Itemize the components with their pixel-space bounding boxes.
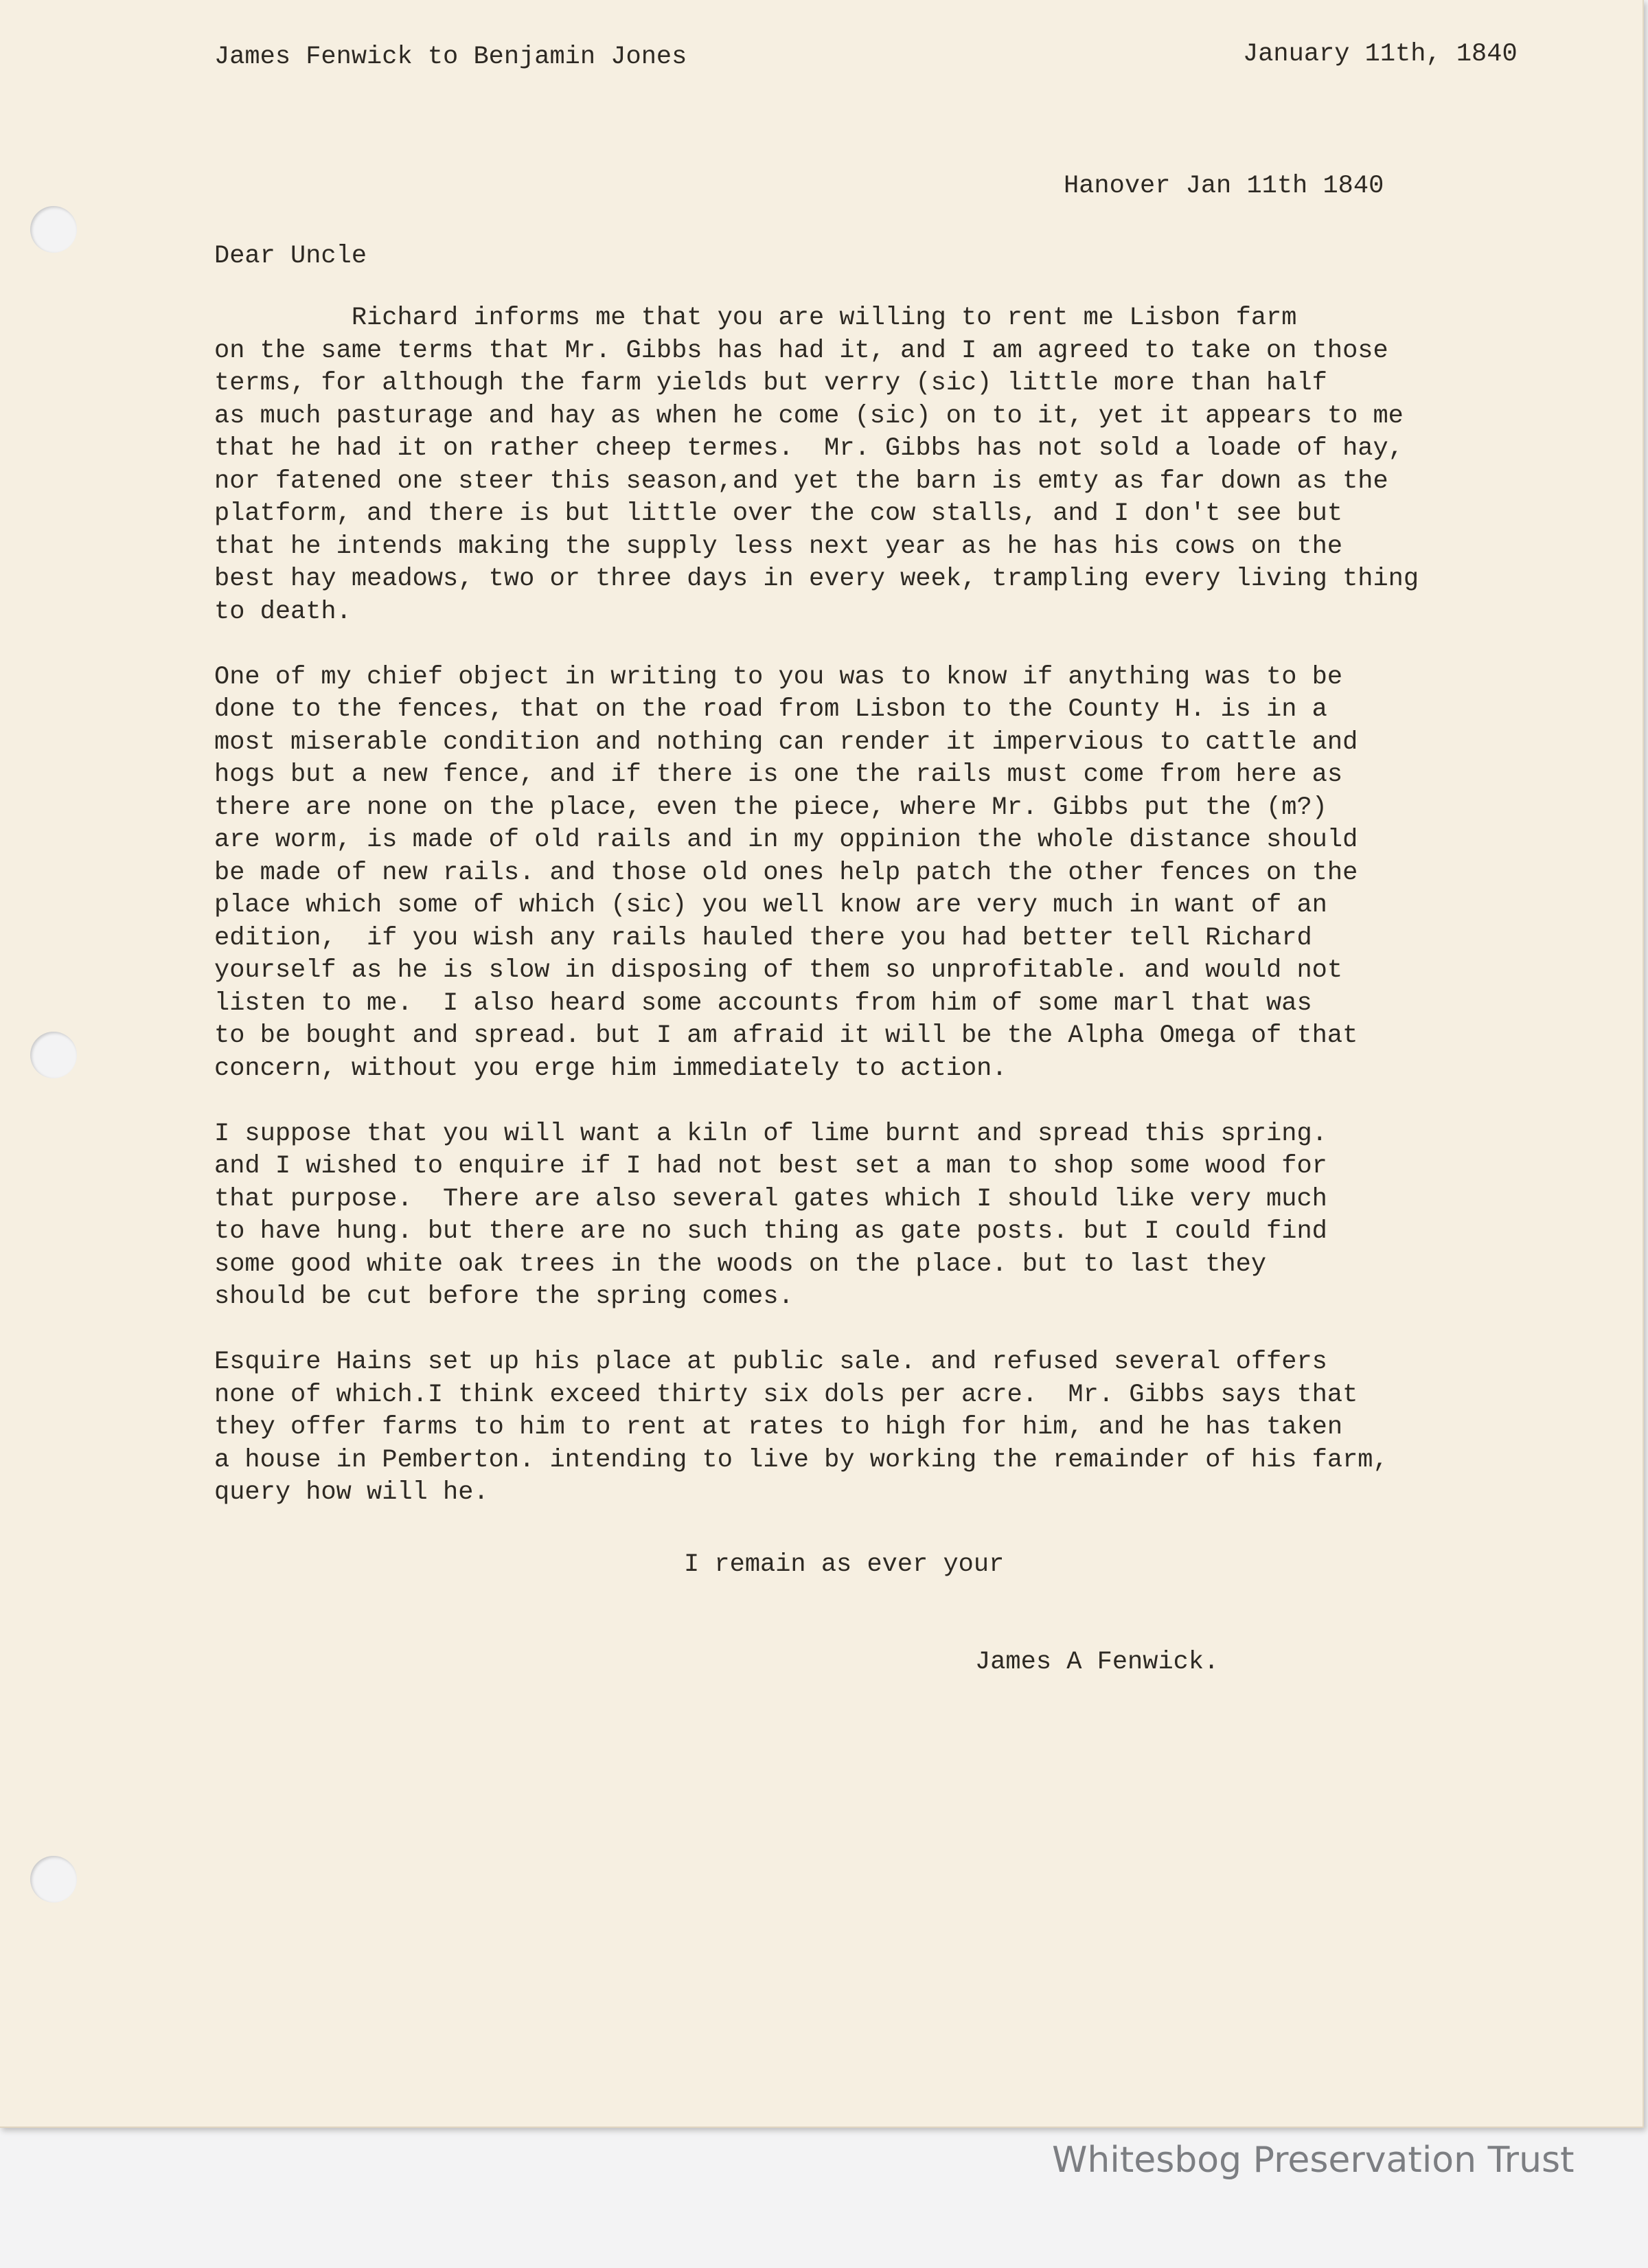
text-line: a house in Pemberton. intending to live by working the remainder of his farm, [214, 1445, 1388, 1475]
text-line: yourself as he is slow in disposing of them so unprofitable. and would not [214, 956, 1343, 985]
paragraph-2 [214, 661, 1519, 1086]
salutation: Dear Uncle [214, 242, 367, 271]
text-line: to have hung. but there are no such thing as gate posts. but I could find [214, 1217, 1327, 1246]
text-line: as much pasturage and hay as when he come (sic) on to it, yet it appears to me [214, 401, 1404, 431]
text-line: One of my chief object in writing to you was to know if anything was to be [214, 662, 1343, 692]
text-line: are worm, is made of old rails and in my oppinion the whole distance should [214, 826, 1358, 854]
place-date: Hanover Jan 11th 1840 [1064, 172, 1384, 201]
text-line: on the same terms that Mr. Gibbs has had it, and I am agreed to take on those [214, 336, 1388, 365]
punch-hole-middle [30, 1032, 77, 1078]
header-correspondents: James Fenwick to Benjamin Jones [214, 43, 687, 71]
text-line: and I wished to enquire if I had not best set a man to shop some wood for [214, 1152, 1327, 1181]
text-line: Richard informs me that you are willing to rent me Lisbon farm [214, 304, 1297, 332]
text-line: that he intends making the supply less next year as he has his cows on the [214, 532, 1343, 561]
text-line: done to the fences, that on the road from Lisbon to the County H. is in a [214, 695, 1327, 724]
text-line: edition, if you wish any rails hauled there you had better tell Richard [214, 923, 1312, 953]
paragraph-4 [214, 1346, 1519, 1510]
text-line: listen to me. I also heard some accounts from him of some marl that was [214, 988, 1312, 1018]
text-line: Esquire Hains set up his place at public sale. and refused several offers [214, 1348, 1327, 1376]
text-line: that he had it on rather cheep termes. Mr. Gibbs has not sold a loade of hay, [214, 434, 1404, 463]
paragraph-3 [214, 1118, 1519, 1314]
letter-body [214, 302, 1519, 1510]
text-line: most miserable condition and nothing can render it impervious to cattle and [214, 727, 1358, 757]
text-line: nor fatened one steer this season,and yet the barn is emty as far down as the [214, 466, 1388, 496]
text-line: they offer farms to him to rent at rates to high for him, and he has taken [214, 1413, 1343, 1442]
header-date: January 11th, 1840 [1243, 40, 1518, 69]
text-line: terms, for although the farm yields but verry (sic) little more than half [214, 369, 1327, 398]
text-line: none of which.I think exceed thirty six dols per acre. Mr. Gibbs says that [214, 1380, 1358, 1409]
text-line: to be bought and spread. but I am afraid it will be the Alpha Omega of that [214, 1021, 1358, 1050]
text-line: platform, and there is but little over the cow stalls, and I don't see but [214, 499, 1343, 528]
signature: James A Fenwick. [975, 1648, 1220, 1677]
text-line: best hay meadows, two or three days in every week, trampling every living thing [214, 565, 1419, 593]
text-line: place which some of which (sic) you well know are very much in want of an [214, 891, 1327, 920]
paragraph-1 [214, 302, 1519, 628]
punch-hole-top [30, 206, 77, 253]
text-line: query how will he. [214, 1478, 489, 1507]
text-line: I suppose that you will want a kiln of lime burnt and spread this spring. [214, 1119, 1327, 1148]
text-line: that purpose. There are also several gates which I should like very much [214, 1184, 1327, 1214]
text-line: to death. [214, 597, 352, 626]
text-line: be made of new rails. and those old ones help patch the other fences on the [214, 858, 1358, 887]
text-line: concern, without you erge him immediately to action. [214, 1054, 1007, 1083]
text-line: there are none on the place, even the piece, where Mr. Gibbs put the (m?) [214, 793, 1327, 822]
text-line: should be cut before the spring comes. [214, 1282, 794, 1311]
watermark: Whitesbog Preservation Trust [1052, 2140, 1575, 2181]
text-line: hogs but a new fence, and if there is one the rails must come from here as [214, 760, 1343, 789]
text-line: some good white oak trees in the woods on the place. but to last they [214, 1249, 1267, 1279]
closing: I remain as ever your [684, 1550, 1005, 1579]
punch-hole-bottom [30, 1856, 77, 1903]
